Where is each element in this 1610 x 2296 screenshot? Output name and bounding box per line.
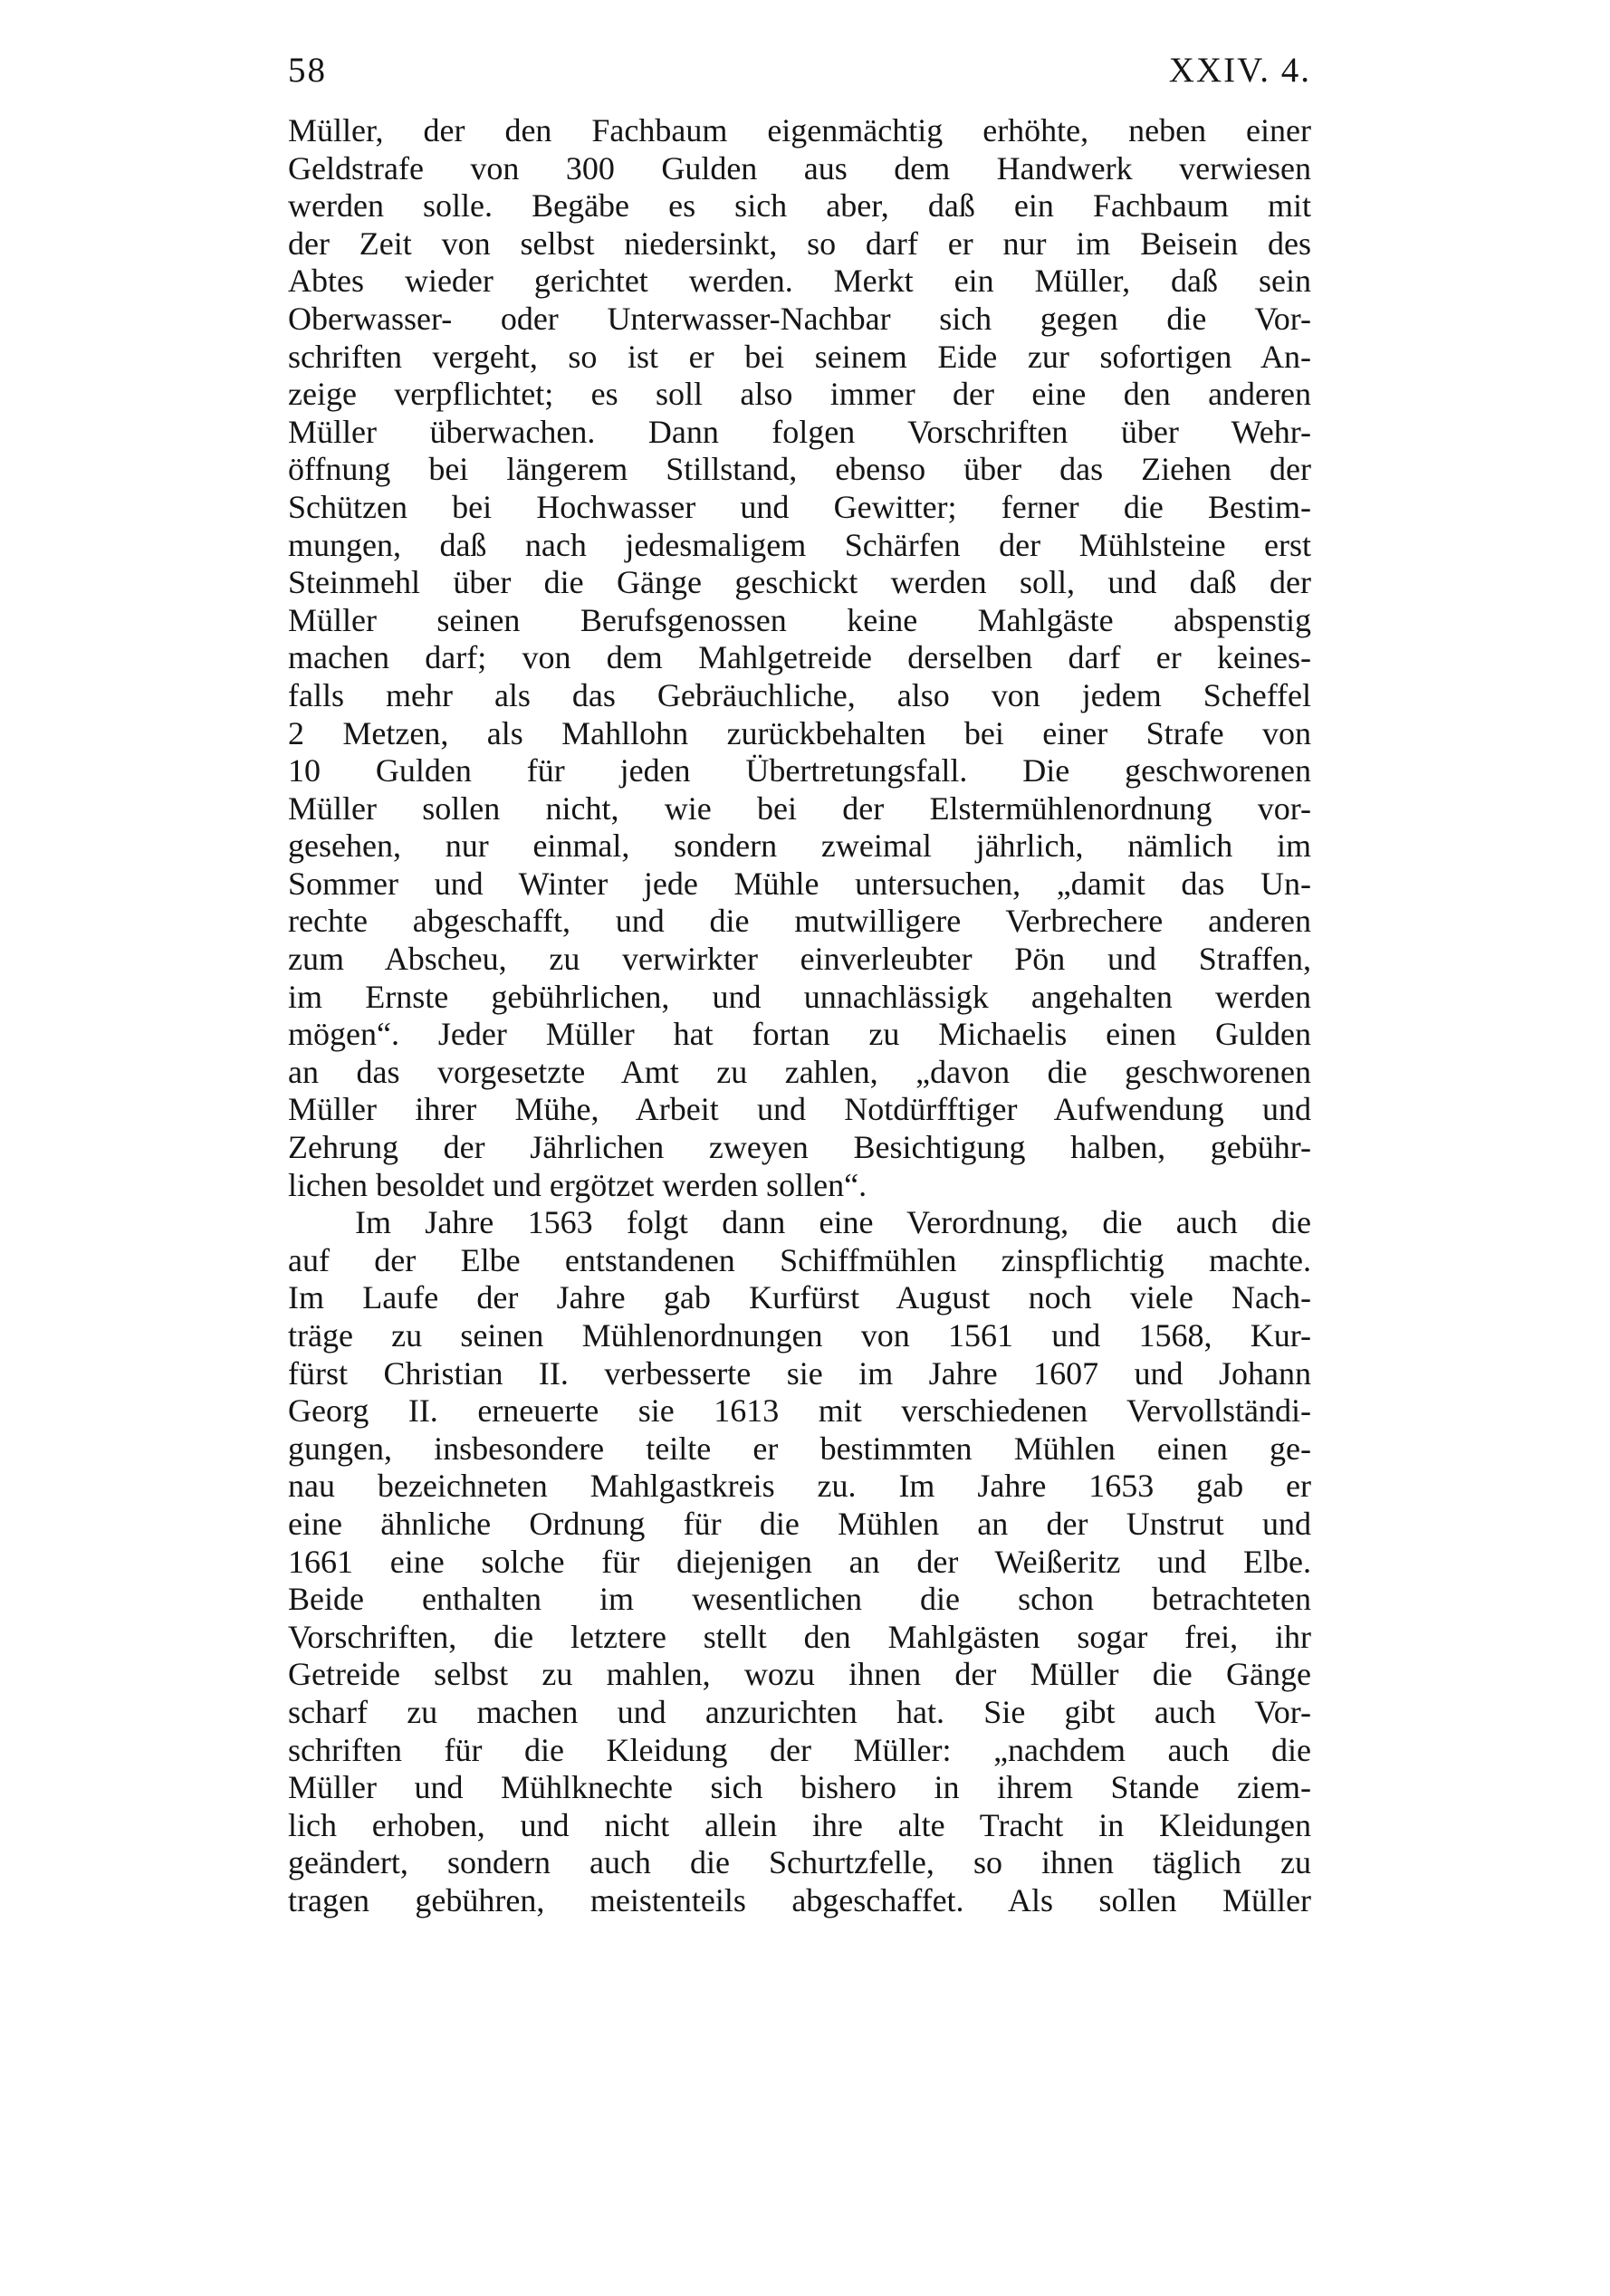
text-line: Müller ihrer Mühe, Arbeit und Notdürfftiger Aufwendung und [288,1091,1311,1128]
text-line: lich erhoben, und nicht allein ihre alte Tracht in Kleidungen [288,1806,1311,1843]
text-line: mungen, daß nach jedesmaligem Schärfen der Mühlsteine erst [288,526,1311,563]
text-line: Im Laufe der Jahre gab Kurfürst August noch viele Nach- [288,1279,1311,1316]
text-line: 1661 eine solche für diejenigen an der Weißeritz und Elbe. [288,1543,1311,1580]
paragraph-first-line: Im Jahre 1563 folgt dann eine Verordnung, die auch die [355,1204,1311,1241]
text-line: 10 Gulden für jeden Übertretungsfall. Die geschworenen [288,752,1311,789]
text-line: Georg II. erneuerte sie 1613 mit verschiedenen Vervollständi- [288,1392,1311,1430]
text-line: Steinmehl über die Gänge geschickt werden soll, und daß der [288,564,1311,601]
page-number: 58 [288,51,327,90]
text-line: eine ähnliche Ordnung für die Mühlen an der Unstrut und [288,1505,1311,1542]
text-line: schriften vergeht, so ist er bei seinem Eide zur sofortigen An- [288,338,1311,375]
text-line: Sommer und Winter jede Mühle untersuchen, „damit das Un- [288,865,1311,902]
text-line: lichen besoldet und ergötzet werden sollen“. [288,1166,867,1203]
body-text [288,112,1311,1920]
text-line: mögen“. Jeder Müller hat fortan zu Michaelis einen Gulden [288,1016,1311,1053]
text-line: zum Abscheu, zu verwirkter einverleubter Pön und Straffen, [288,941,1311,978]
text-line: nau bezeichneten Mahlgastkreis zu. Im Jahre 1653 gab er [288,1468,1311,1505]
text-line: Zehrung der Jährlichen zweyen Besichtigung halben, gebühr- [288,1129,1311,1166]
text-line: Schützen bei Hochwasser und Gewitter; ferner die Bestim- [288,488,1311,525]
text-line: der Zeit von selbst niedersinkt, so darf er nur im Beisein des [288,225,1311,262]
text-line: Müller sollen nicht, wie bei der Elstermühlenordnung vor- [288,789,1311,827]
text-line: träge zu seinen Mühlenordnungen von 1561 und 1568, Kur- [288,1317,1311,1354]
text-line: 2 Metzen, als Mahllohn zurückbehalten bei einer Strafe von [288,714,1311,751]
text-line: fürst Christian II. verbesserte sie im Jahre 1607 und Johann [288,1354,1311,1392]
text-line: geändert, sondern auch die Schurtzfelle, so ihnen täglich zu [288,1844,1311,1881]
running-head: XXIV. 4. [1168,51,1311,90]
text-line: machen darf; von dem Mahlgetreide derselben darf er keines- [288,639,1311,676]
text-line: gungen, insbesondere teilte er bestimmten Mühlen einen ge- [288,1430,1311,1467]
text-line: falls mehr als das Gebräuchliche, also von jedem Scheffel [288,676,1311,713]
text-line: Abtes wieder gerichtet werden. Merkt ein Müller, daß sein [288,263,1311,300]
text-line: öffnung bei längerem Stillstand, ebenso über das Ziehen der [288,451,1311,488]
page-header [288,43,1311,98]
text-line: Getreide selbst zu mahlen, wozu ihnen der Müller die Gänge [288,1656,1311,1693]
text-line: Müller und Mühlknechte sich bishero in ihrem Stande ziem- [288,1769,1311,1806]
text-line: Geldstrafe von 300 Gulden aus dem Handwerk verwiesen [288,149,1311,187]
text-line: werden solle. Begäbe es sich aber, daß ein Fachbaum mit [288,187,1311,225]
text-line: Müller überwachen. Dann folgen Vorschriften über Wehr- [288,413,1311,450]
text-line: Oberwasser- oder Unterwasser-Nachbar sich gegen die Vor- [288,300,1311,337]
text-line: auf der Elbe entstandenen Schiffmühlen zinspflichtig machte. [288,1241,1311,1278]
text-line: tragen gebühren, meistenteils abgeschaffet. Als sollen Müller [288,1881,1311,1918]
text-line: gesehen, nur einmal, sondern zweimal jährlich, nämlich im [288,828,1311,865]
text-line: Müller seinen Berufsgenossen keine Mahlgäste abspenstig [288,601,1311,638]
text-line: scharf zu machen und anzurichten hat. Sie gibt auch Vor- [288,1693,1311,1730]
text-line: an das vorgesetzte Amt zu zahlen, „davon die geschworenen [288,1053,1311,1090]
text-line: schriften für die Kleidung der Müller: „nachdem auch die [288,1731,1311,1768]
text-line: Müller, der den Fachbaum eigenmächtig erhöhte, neben einer [288,112,1311,148]
text-line: im Ernste gebührlichen, und unnachlässigk angehalten werden [288,978,1311,1015]
text-line: Vorschriften, die letztere stellt den Mahlgästen sogar frei, ihr [288,1618,1311,1655]
text-line: Beide enthalten im wesentlichen die schon betrachteten [288,1581,1311,1618]
text-line: rechte abgeschafft, und die mutwilligere Verbrechere anderen [288,903,1311,940]
text-line: zeige verpflichtet; es soll also immer der eine den anderen [288,376,1311,413]
